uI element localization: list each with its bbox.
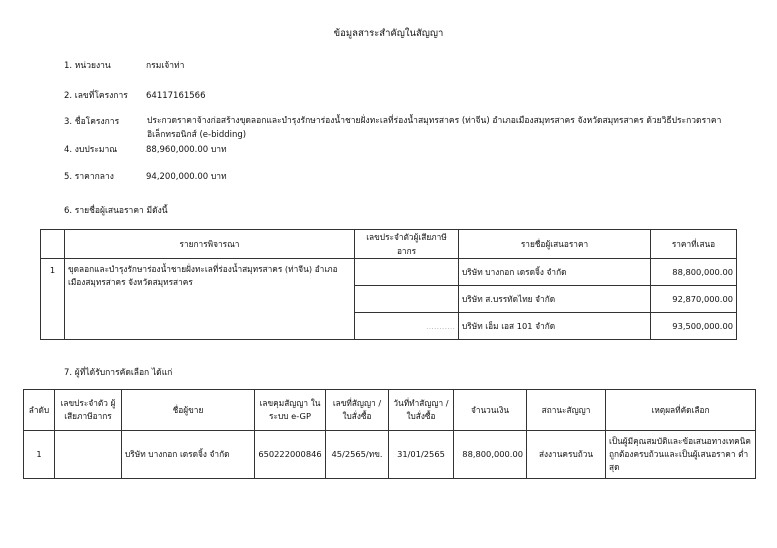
median-price-value: 94,200,000.00 บาท	[146, 172, 227, 182]
bidder-price: 93,500,000.00	[651, 313, 737, 340]
winner-header-date: วันที่ทำสัญญา / ใบสั่งซื้อ	[389, 390, 454, 431]
bidder-taxid: ...........	[355, 313, 459, 340]
project-no-label: 2. เลขที่โครงการ	[64, 91, 128, 101]
table-row	[41, 259, 737, 286]
winner-section-heading: 7. ผู้ที่ได้รับการคัดเลือก ได้แก่	[64, 368, 173, 378]
project-name-label: 3. ชื่อโครงการ	[64, 117, 120, 127]
winner-reason: เป็นผู้มีคุณสมบัติและข้อเสนอทางเทคนิคถูกต้องครบถ้วนและเป็นผู้เสนอราคา ต่ำสุด	[606, 431, 756, 479]
bidders-header-item: รายการพิจารณา	[65, 230, 355, 259]
winner-header-no: ลำดับ	[24, 390, 55, 431]
bidder-name: บริษัท ส.บรรทัดไทย จำกัด	[459, 286, 651, 313]
bidder-price: 92,870,000.00	[651, 286, 737, 313]
winner-date: 31/01/2565	[389, 431, 454, 479]
winner-header-status: สถานะสัญญา	[527, 390, 606, 431]
winner-table	[23, 389, 756, 479]
field-project-name-label	[64, 114, 146, 128]
bidders-header-name: รายชื่อผู้เสนอราคา	[459, 230, 651, 259]
agency-label: 1. หน่วยงาน	[64, 61, 111, 71]
table-row	[24, 431, 756, 479]
winner-contract-no: 45/2565/ทข.	[326, 431, 389, 479]
median-price-label: 5. ราคากลาง	[64, 172, 114, 182]
winner-header-control-no: เลขคุมสัญญา ในระบบ e-GP	[255, 390, 326, 431]
winner-header-contract-no: เลขที่สัญญา / ใบสั่งซื้อ	[326, 390, 389, 431]
bidder-taxid	[355, 259, 459, 286]
winner-status: ส่งงานครบถ้วน	[527, 431, 606, 479]
bidders-header-price: ราคาที่เสนอ	[651, 230, 737, 259]
bidder-name: บริษัท บางกอก เดรดจิ้ง จำกัด	[459, 259, 651, 286]
bidders-header-row	[41, 230, 737, 259]
bidders-header-taxid: เลขประจำตัวผู้เสียภาษีอากร	[355, 230, 459, 259]
bidders-item-desc: ขุดลอกและบำรุงรักษาร่องน้ำชายฝั่งทะเลที่ร่องน้ำสมุทรสาคร (ท่าจีน) อำเภอเมืองสมุทรสาคร จังหวัดสมุทรสาคร	[65, 259, 355, 340]
winner-taxid	[55, 431, 122, 479]
field-budget	[64, 142, 227, 156]
agency-value: กรมเจ้าท่า	[146, 61, 185, 71]
project-name-value: ประกวดราคาจ้างก่อสร้างขุดลอกและบำรุงรักษาร่องน้ำชายฝั่งทะเลที่ร่องน้ำสมุทรสาคร (ท่าจีน) อำเภอเมืองสมุทรสาคร จังหวัดสมุทรสาคร ด้วยวิธีประกวดราคาอิเล็กทรอนิกส์ (e-bidding)	[147, 116, 722, 140]
field-project-no	[64, 88, 206, 102]
winner-header-row	[24, 390, 756, 431]
winner-header-amount: จำนวนเงิน	[454, 390, 527, 431]
bidders-table	[40, 229, 737, 340]
budget-value: 88,960,000.00 บาท	[146, 145, 227, 155]
budget-label: 4. งบประมาณ	[64, 145, 118, 155]
page-title: ข้อมูลสาระสำคัญในสัญญา	[333, 28, 444, 39]
bidders-header-no	[41, 230, 65, 259]
winner-vendor: บริษัท บางกอก เดรดจิ้ง จำกัด	[122, 431, 255, 479]
field-agency	[64, 58, 184, 72]
winner-header-reason: เหตุผลที่คัดเลือก	[606, 390, 756, 431]
field-median-price	[64, 169, 227, 183]
bidder-name: บริษัท เอ็ม เอส 101 จำกัด	[459, 313, 651, 340]
project-no-value: 64117161566	[146, 91, 206, 101]
winner-no: 1	[24, 431, 55, 479]
winner-header-vendor: ชื่อผู้ขาย	[122, 390, 255, 431]
winner-control-no: 650222000846	[255, 431, 326, 479]
winner-header-taxid: เลขประจำตัว ผู้เสียภาษีอากร	[55, 390, 122, 431]
winner-amount: 88,800,000.00	[454, 431, 527, 479]
bidders-section-heading: 6. รายชื่อผู้เสนอราคา มีดังนี้	[64, 206, 168, 216]
bidder-taxid	[355, 286, 459, 313]
bidder-price: 88,800,000.00	[651, 259, 737, 286]
bidders-item-no: 1	[41, 259, 65, 340]
